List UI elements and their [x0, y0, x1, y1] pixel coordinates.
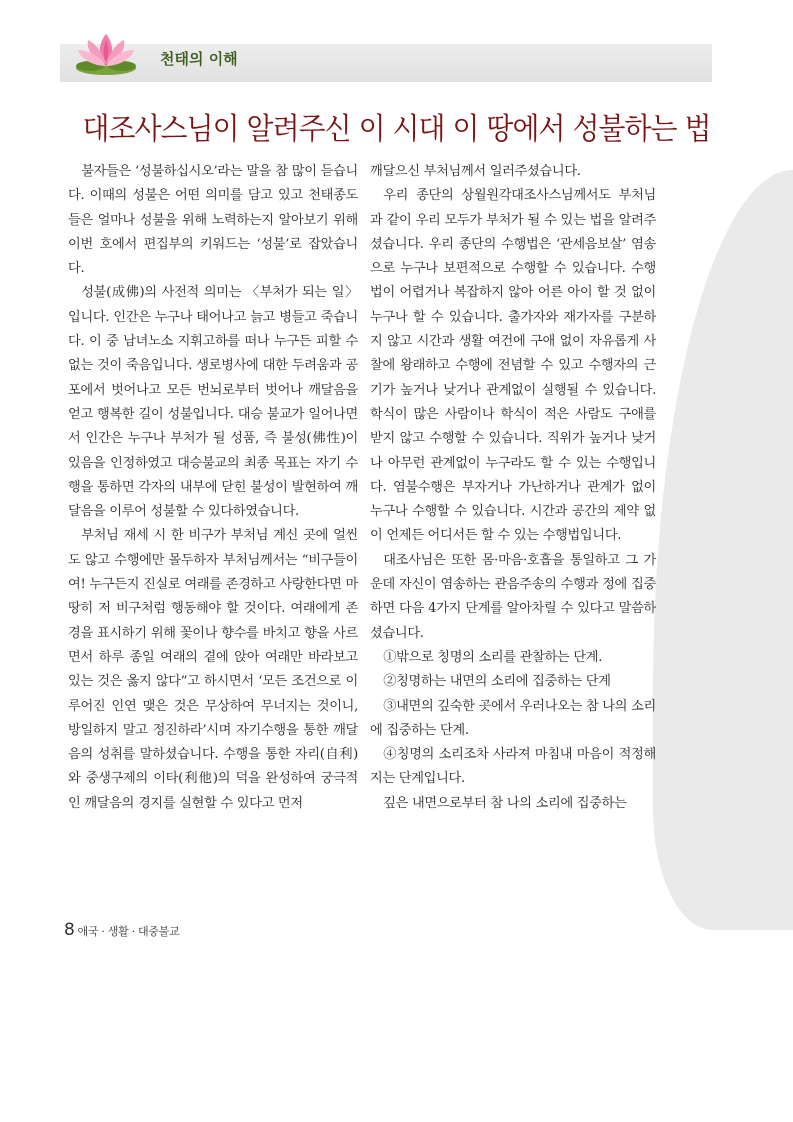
body-column-right	[370, 160, 656, 816]
list-item: ③내면의 깊숙한 곳에서 우러나오는 참 나의 소리에 집중하는 단계.	[370, 698, 656, 738]
decorative-side-shape	[653, 170, 793, 930]
header-band	[60, 44, 712, 82]
paragraph: 깊은 내면으로부터 참 나의 소리에 집중하는	[383, 795, 627, 811]
paragraph: 불자들은 ‘성불하십시오’라는 말을 참 많이 듣습니다. 이때의 성불은 어떤 의미를 담고 있고 천태종도들은 얼마나 성불을 위해 노력하는지 알아보기 위해 이번 호에서 편집부의 키워드는 ‘성불’로 잡았습니다.	[68, 164, 358, 277]
page-number: 8	[64, 920, 75, 940]
body-column-left	[68, 160, 358, 816]
paragraph: 성불(成佛)의 사전적 의미는 〈부처가 되는 일〉입니다. 인간은 누구나 태어나고 늙고 병들고 죽습니다. 이 중 남녀노소 지휘고하를 떠나 누구든 피할 수 없는 것이 죽음입니다. 생로병사에 대한 두려움과 공포에서 벗어나고 모든 번뇌로부터 벗어나 깨달음을 얻고 행복한 길이 성불입니다. 대승 불교가 일어나면서 인간은 누구나 부처가 될 성품, 즉 불성(佛性)이 있음을 인정하였고 대승불교의 최종 목표는 자기 수행을 통하면 각자의 내부에 닫힌 불성이 발현하여 깨달음을 이루어 성불할 수 있다하였습니다.	[68, 285, 358, 520]
lotus-flower-icon	[70, 28, 142, 78]
list-item: ④칭명의 소리조차 사라져 마침내 마음이 적정해지는 단계입니다.	[370, 747, 656, 787]
publication-name: 애국 · 생활 · 대중불교	[77, 925, 180, 938]
paragraph: 부처님 재세 시 한 비구가 부처님 계신 곳에 얼씬도 않고 수행에만 몰두하자 부처님께서는 “비구들이여! 누구든지 진실로 여래를 존경하고 사랑한다면 마땅히 저 비구처럼 행동해야 할 것이다. 여래에게 존경을 표시하기 위해 꽃이나 향수를 바치고 향을 사르면서 하루 종일 여래의 곁에 앉아 여래만 바라보고 있는 것은 옳지 않다”고 하시면서 ‘모든 조건으로 이루어진 인연 맺은 것은 무상하여 무너지는 것이니, 방일하지 말고 정진하라’시며 자기수행을 통한 깨달음의 성취를 말하셨습니다. 수행을 통한 자리(自利)와 중생구제의 이타(利他)의 덕을 완성하여 궁극적인 깨달음의 경지를 실현할 수 있다고 먼저	[68, 528, 358, 811]
section-label: 천태의 이해	[160, 50, 238, 68]
paragraph-continuation: 깨달으신 부처님께서 일러주셨습니다.	[370, 164, 581, 179]
list-item: ②칭명하는 내면의 소리에 집중하는 단계	[383, 674, 611, 690]
paragraph: 우리 종단의 상월원각대조사스님께서도 부처님과 같이 우리 모두가 부처가 될 수 있는 법을 알려주셨습니다. 우리 종단의 수행법은 ‘관세음보살’ 염송으로 누구나 보편적으로 수행할 수 있습니다. 수행법이 어렵거나 복잡하지 않아 어른 아이 할 것 없이 누구나 할 수 있습니다. 출가자와 재가자를 구분하지 않고 시간과 생활 여건에 구애 없이 자유롭게 사찰에 왕래하고 수행에 전념할 수 있고 수행자의 근기가 높거나 낮거나 관계없이 실행될 수 있습니다. 학식이 많은 사람이나 학식이 적은 사람도 구애를 받지 않고 수행할 수 있습니다. 직위가 높거나 낮거나 아무런 관계없이 누구라도 할 수 있는 수행입니다. 염불수행은 부자거나 가난하거나 관계가 없이 누구나 수행할 수 있습니다. 시간과 공간의 제약 없이 언제든 어디서든 할 수 있는 수행법입니다.	[370, 188, 656, 544]
list-item: ①밖으로 칭명의 소리를 관찰하는 단계.	[383, 649, 603, 665]
paragraph: 대조사님은 또한 몸·마음·호흡을 통일하고 그 가운데 자신이 염송하는 관음주송의 수행과 정에 집중하면 다음 4가지 단계를 알아차릴 수 있다고 말씀하셨습니다.	[370, 552, 656, 641]
article-title: 대조사스님이 알려주신 이 시대 이 땅에서 성불하는 법	[82, 112, 711, 147]
page-footer	[64, 920, 179, 940]
